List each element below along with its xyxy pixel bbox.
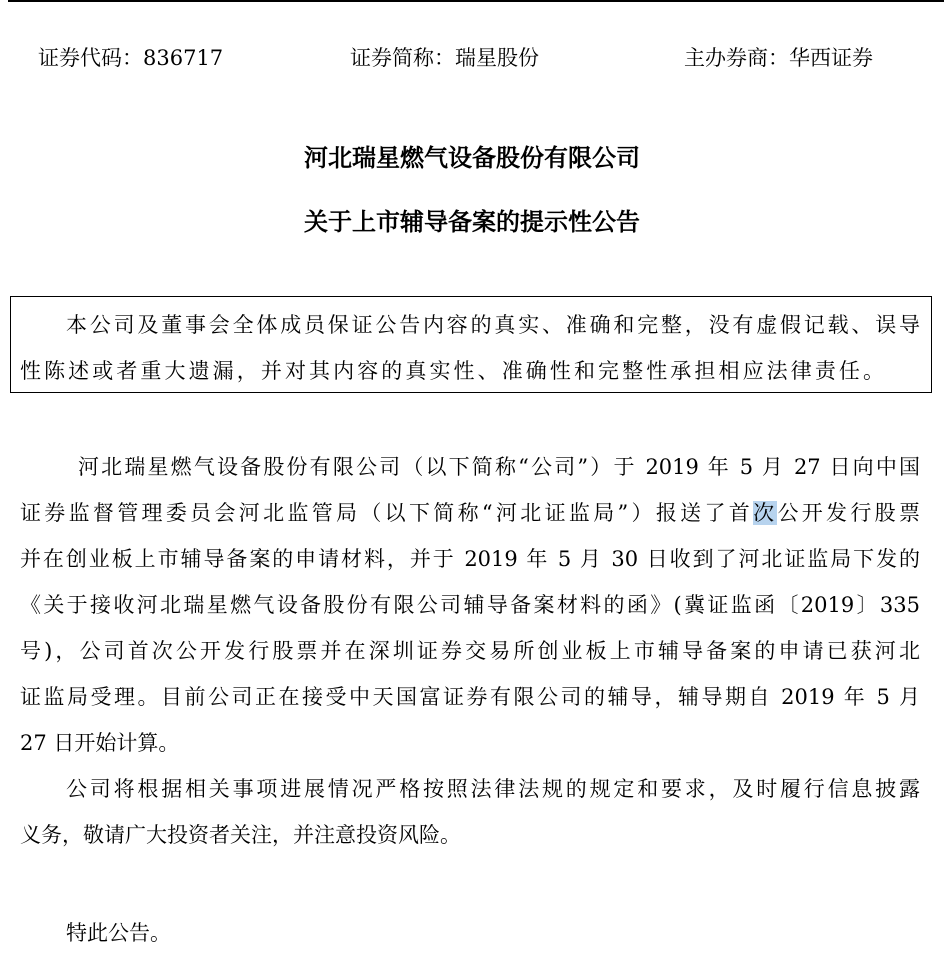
paragraph-line: 《关于接收河北瑞星燃气设备股份有限公司辅导备案材料的函》(冀证监函〔2019〕335 <box>20 593 920 617</box>
statement-line: 性陈述或者重大遗漏，并对其内容的真实性、准确性和完整性承担相应法律责任。 <box>20 359 884 383</box>
paragraph-line: 公司将根据相关事项进展情况严格按照法律法规的规定和要求，及时履行信息披露 <box>66 777 920 801</box>
paragraph-line: 证监局受理。目前公司正在接受中天国富证券有限公司的辅导，辅导期自 2019 年 5 月 <box>20 685 920 709</box>
company-title: 河北瑞星燃气设备股份有限公司 <box>304 143 640 172</box>
paragraph-line: 27 日开始计算。 <box>20 731 180 755</box>
paragraph-line: 河北瑞星燃气设备股份有限公司（以下简称“公司”）于 2019 年 5 月 27 日向中国 <box>78 455 920 479</box>
selected-text[interactable]: 次 <box>753 501 778 525</box>
sponsor-broker: 主办券商：华西证券 <box>684 46 873 70</box>
paragraph-line: 并在创业板上市辅导备案的申请材料，并于 2019 年 5 月 30 日收到了河北证监局下发的 <box>20 547 920 571</box>
announcement-title: 关于上市辅导备案的提示性公告 <box>304 207 640 236</box>
paragraph-line: 号)，公司首次公开发行股票并在深圳证券交易所创业板上市辅导备案的申请已获河北 <box>20 639 920 663</box>
paragraph-text: 公开发行股票 <box>777 501 920 525</box>
paragraph-line: 义务，敬请广大投资者关注，并注意投资风险。 <box>20 823 461 847</box>
paragraph-line <box>20 499 920 527</box>
top-rule <box>8 0 944 2</box>
closing-text: 特此公告。 <box>66 921 171 945</box>
stock-name: 证券简称：瑞星股份 <box>350 46 539 70</box>
statement-line: 本公司及董事会全体成员保证公告内容的真实、准确和完整，没有虚假记载、误导 <box>66 313 920 337</box>
paragraph-text: 证券监督管理委员会河北监管局（以下简称“河北证监局”）报送了首 <box>20 501 754 525</box>
stock-code: 证券代码：836717 <box>38 46 224 70</box>
